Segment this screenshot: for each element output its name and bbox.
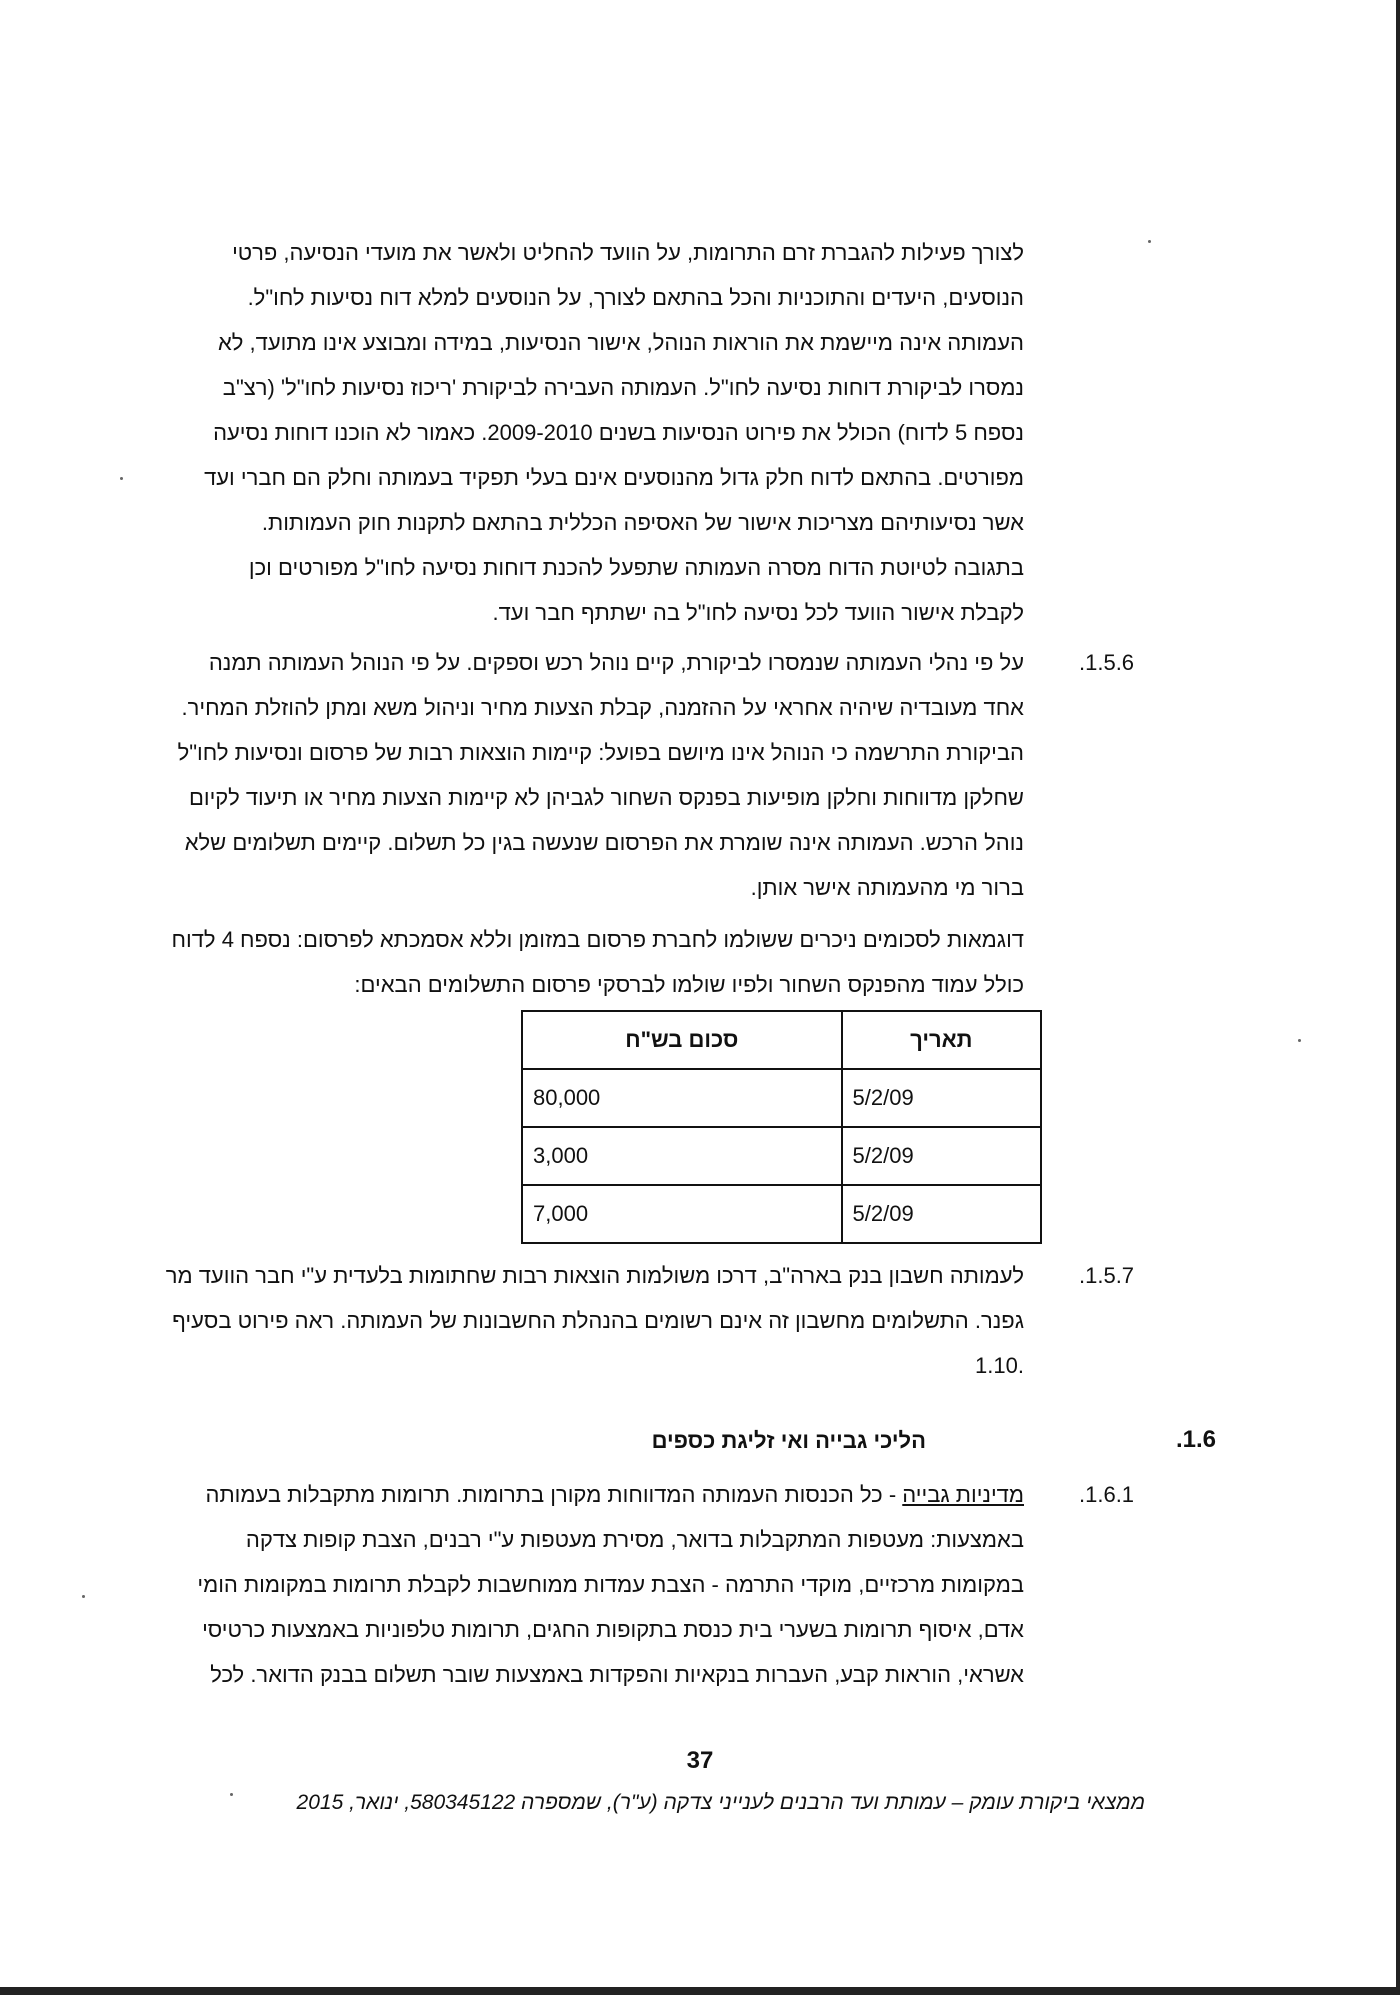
text-line: באמצעות: מעטפות המתקבלות בדואר, מסירת מעטפות ע"י רבנים, הצבת קופות צדקה	[245, 1527, 1024, 1552]
payments-table	[521, 1010, 1042, 1244]
paragraph-examples	[144, 917, 1024, 1007]
header-amount: סכום בש"ח	[522, 1011, 842, 1069]
scan-speck	[230, 1793, 233, 1796]
scan-border-right	[1396, 0, 1400, 1995]
text-line: כולל עמוד מהפנקס השחור ולפיו שולמו לברסקי פרסום התשלומים הבאים:	[354, 972, 1024, 997]
section-number-1-6-1: .1.6.1	[1079, 1482, 1135, 1507]
text-line: אשראי, הוראות קבע, העברות בנקאיות והפקדות באמצעות שובר תשלום בבנק הדואר. לכל	[210, 1662, 1024, 1687]
paragraph-1-5-7	[144, 1253, 1024, 1388]
paragraph-1-6-1	[144, 1472, 1024, 1697]
section-title-1-6: הליכי גבייה ואי זליגת כספים	[651, 1428, 926, 1453]
text-line: לעמותה חשבון בנק בארה"ב, דרכו משולמות הוצאות רבות שחתומות בלעדית ע"י חבר הוועד מר	[165, 1263, 1024, 1288]
cell-date: 5/2/09	[842, 1185, 1041, 1243]
text-line: הנוסעים, היעדים והתוכניות והכל בהתאם לצורך, על הנוסעים למלא דוח נסיעות לחו"ל.	[247, 285, 1024, 310]
header-date: תאריך	[842, 1011, 1041, 1069]
table-header-row	[522, 1011, 1041, 1069]
cell-amount: 7,000	[522, 1185, 842, 1243]
policy-term: מדיניות גבייה	[902, 1482, 1024, 1507]
table-row	[522, 1069, 1041, 1127]
text-line: אשר נסיעותיהם מצריכות אישור של האסיפה הכללית בהתאם לתקנות חוק העמותות.	[261, 510, 1024, 535]
cell-date: 5/2/09	[842, 1127, 1041, 1185]
paragraph-intro	[144, 230, 1024, 635]
text-line: אדם, איסוף תרומות בשערי בית כנסת בתקופות החגים, תרומות טלפוניות באמצעות כרטיסי	[202, 1617, 1024, 1642]
paragraph-1-5-6	[144, 640, 1024, 910]
text-line: גפנר. התשלומים מחשבון זה אינם רשומים בהנהלת החשבונות של העמותה. ראה פירוט בסעיף	[172, 1308, 1024, 1333]
scan-speck	[1298, 1039, 1301, 1042]
text-line: ברור מי מהעמותה אישר אותן.	[750, 875, 1024, 900]
table-row	[522, 1127, 1041, 1185]
text-line: לקבלת אישור הוועד לכל נסיעה לחו"ל בה ישתתף חבר ועד.	[492, 600, 1024, 625]
cell-amount: 3,000	[522, 1127, 842, 1185]
text-line: העמותה אינה מיישמת את הוראות הנוהל, אישור הנסיעות, במידה ומבוצע אינו מתועד, לא	[217, 330, 1024, 355]
cell-date: 5/2/09	[842, 1069, 1041, 1127]
text-line: נספח 5 לדוח) הכולל את פירוט הנסיעות בשנים 2009-2010. כאמור לא הוכנו דוחות נסיעה	[213, 420, 1024, 445]
section-number-1-5-7: .1.5.7	[1079, 1263, 1135, 1288]
text-line: הביקורת התרשמה כי הנוהל אינו מיושם בפועל: קיימות הוצאות רבות של פרסום ונסיעות לחו"ל	[177, 740, 1024, 765]
text-line: דוגמאות לסכומים ניכרים ששולמו לחברת פרסום במזומן וללא אסמכתא לפרסום: נספח 4 לדוח	[171, 927, 1024, 952]
text-fragment: - כל הכנסות העמותה המדווחות מקורן בתרומות. תרומות מתקבלות בעמותה	[205, 1482, 903, 1507]
page-footer: ממצאי ביקורת עומק – עמותת ועד הרבנים לענייני צדקה (ע"ר), שמספרה 580345122, ינואר, 2015	[296, 1791, 1145, 1814]
scan-speck	[120, 477, 123, 480]
table-row	[522, 1185, 1041, 1243]
text-line: במקומות מרכזיים, מוקדי התרמה - הצבת עמדות ממוחשבות לקבלת תרומות במקומות הומי	[197, 1572, 1024, 1597]
section-number-1-5-6: .1.5.6	[1079, 650, 1135, 675]
text-line: נוהל הרכש. העמותה אינה שומרת את הפרסום שנעשה בגין כל תשלום. קיימים תשלומים שלא	[184, 830, 1024, 855]
text-line: .1.10	[975, 1353, 1024, 1378]
text-line: אחד מעובדיה שיהיה אחראי על ההזמנה, קבלת הצעות מחיר וניהול משא ומתן להוזלת המחיר.	[181, 695, 1024, 720]
text-line: מפורטים. בהתאם לדוח חלק גדול מהנוסעים אינם בעלי תפקיד בעמותה וחלק הם חברי ועד	[204, 465, 1024, 490]
section-number-1-6: .1.6	[1176, 1426, 1217, 1453]
scan-border-bottom	[0, 1987, 1400, 1995]
text-line: נמסרו לביקורת דוחות נסיעה לחו"ל. העמותה העבירה לביקורת 'ריכוז נסיעות לחו"ל' (רצ"ב	[222, 375, 1024, 400]
text-line: שחלקן מדווחות וחלקן מופיעות בפנקס השחור לגביהן לא קיימות הצעות מחיר או תיעוד לקיום	[188, 785, 1024, 810]
cell-amount: 80,000	[522, 1069, 842, 1127]
scan-speck	[1148, 240, 1151, 243]
text-line: בתגובה לטיוטת הדוח מסרה העמותה שתפעל להכנת דוחות נסיעה לחו"ל מפורטים וכן	[248, 555, 1024, 580]
text-line	[144, 1472, 1024, 1517]
text-line: על פי נהלי העמותה שנמסרו לביקורת, קיים נוהל רכש וספקים. על פי הנוהל העמותה תמנה	[208, 650, 1024, 675]
scan-speck	[82, 1595, 85, 1598]
text-line: לצורך פעילות להגברת זרם התרומות, על הוועד להחליט ולאשר את מועדי הנסיעה, פרטי	[232, 240, 1024, 265]
page-number: 37	[686, 1747, 714, 1774]
